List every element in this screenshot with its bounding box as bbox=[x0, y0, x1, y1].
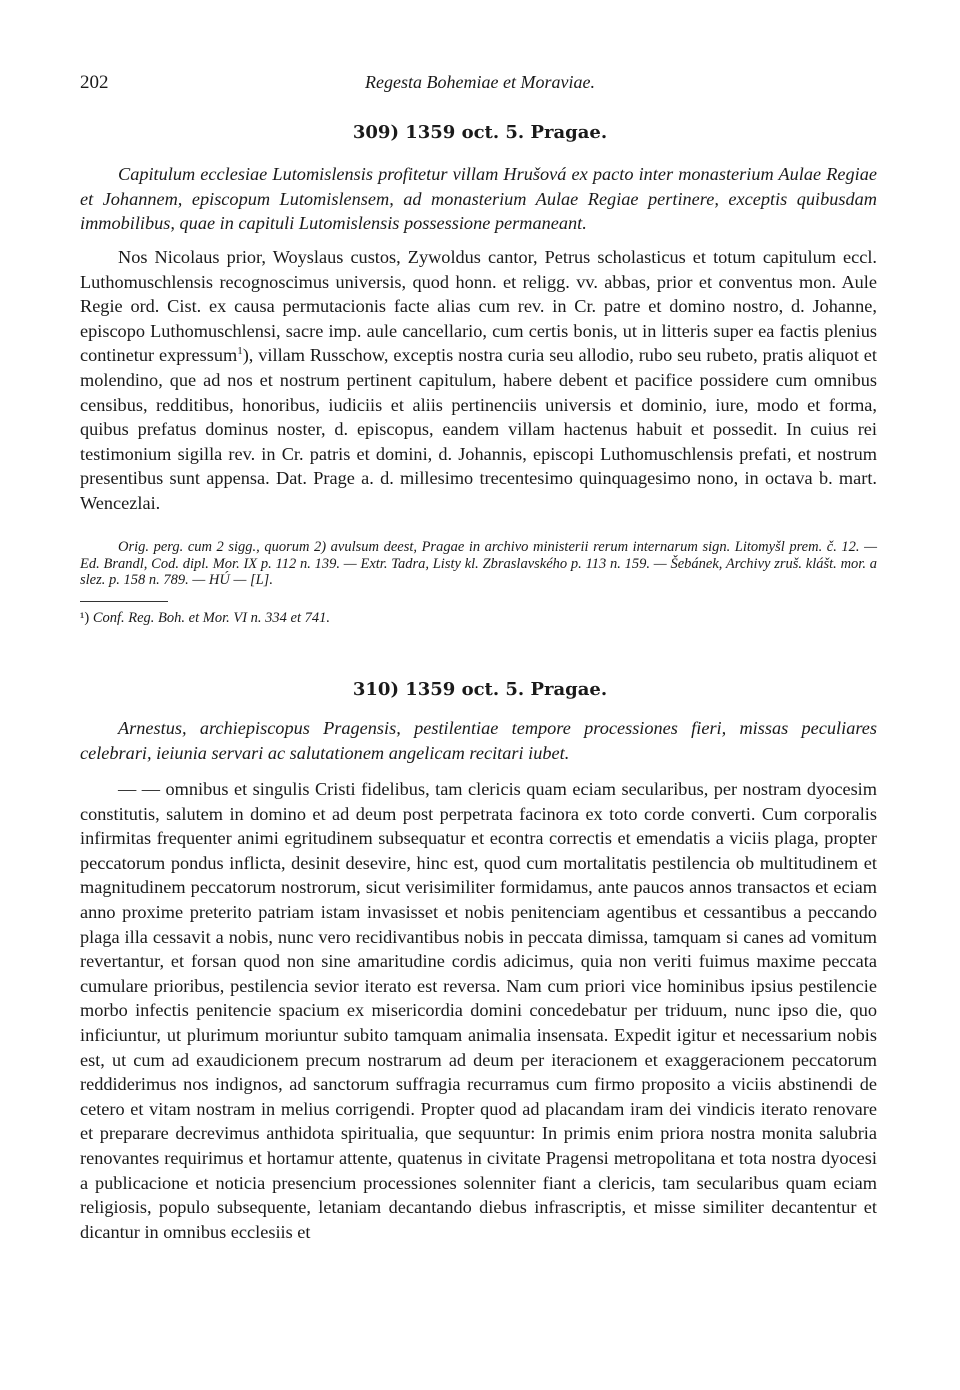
entry-309-source-note: Orig. perg. cum 2 sigg., quorum 2) avulsum deest, Pragae in archivo ministerii rerum internarum sign. Litomyšl prem. č. 12. — Ed. Brandl, Cod. dipl. Mor. IX p. 112 n. 139. — Extr. Tadra, Listy kl. Zbraslavského p. 113 n. 159. — Šebánek, Archivy zruš. klášt. mor. a slez. p. 158 n. 789. — HÚ — [L]. bbox=[80, 539, 877, 589]
entry-310-text: — — omnibus et singulis Cristi fidelibus, tam clericis quam eciam secularibus, per nostram dyocesim constitutis, salutem in domino et ad deum post perpetrata facinora ex toto corde converti. Cum corporalis infirmitas frequenter animi egritudinem subsequatur et econtra correctis et emendatis a viciis plaga, propter peccatorum pondus inflicta, desinit desevire, hinc est, quod cum mortalitatis pestilencia ob multitudinem et magnitudinem peccatorum nostrorum, sicut verisimiliter formidamus, ante paucos annos transactos et eciam anno proxime preterito patriam istam invasisset et nobis penitenciam agentibus et cessantibus a peccando plaga illa cessavit a nobis, nunc vero recidivantibus nobis in peccata dimissa, tamquam si canes ad vomitum revertantur, et forsan quod non sine amaritudine cordis adicimus, quia non veriti fuimus maxime peccata cumulare prioribus, pestilencia sevior iterato est reversa. Nam cum priori vice hominibus ipsius pestilencie morbo infectis penitencie spacium ex misericordia domini concedebatur per triduum, nunc ipso die, quo inficiuntur, ut plurimum moriuntur subito tamquam animalia insensata. Expedit igitur et necessarium nobis est, ut cum ad exaudicionem precum nostrarum ad deum per iteracionem et exaggeracionem peccatorum reddiderimus nos indignos, ad sanctorum suffragia recurramus cum firmo proposito a viciis abstinendi de cetero et vitam nostram in melius corrigendi. Propter quod ad placandam iram dei vindicis iterato renovare et preparare decrevimus anthidota spiritualia, que sequuntur: In primis enim priora nostra monita salubria renovantes requirimus et hortamur attente, quatenus in civitate Pragensi metropolitana et tota nostra dyocesi a publicacione et noticia presencium processiones solenniter fiant a clericis, tam secularibus quam eciam religiosis, populo subsequente, letaniam decantando diebus infrascriptis, et misse similiter decantentur et dicantur in omnibus ecclesiis et bbox=[80, 779, 877, 1242]
footnote bbox=[80, 609, 877, 627]
entry-309-text bbox=[80, 245, 877, 516]
entry-310-regest: Arnestus, archiepiscopus Pragensis, pestilentiae tempore processiones fieri, missas peculiares celebrari, ieiunia servari ac salutationem angelicam recitari iubet. bbox=[80, 718, 877, 763]
entry-310-heading: 310) 1359 oct. 5. Pragae. bbox=[352, 679, 608, 700]
footnote-text: Conf. Reg. Boh. et Mor. VI n. 334 et 741. bbox=[92, 610, 331, 626]
entry-309-heading: 309) 1359 oct. 5. Pragae. bbox=[352, 122, 608, 143]
footnote-reference: 1 bbox=[237, 345, 243, 358]
page-number: 202 bbox=[80, 72, 109, 93]
running-title: Regesta Bohemiae et Moraviae. bbox=[365, 72, 595, 92]
footnote-marker: ¹) bbox=[80, 610, 90, 626]
running-header bbox=[80, 72, 880, 100]
footnote-rule bbox=[80, 601, 168, 602]
entry-309-text-part2: ), villam Russchow, exceptis nostra curia seu allodio, rubo seu rubeto, pratis aliquot et molendino, que ad nos et nostrum pertinent capitulum, habere debent et pacifice possidere cum omnibus censibus, redditibus, honoribus, iudiciis et aliis pertinenciis universis et dominio, iure, modo et forma, quibus prefatus dominus noster, d. episcopus, eandem villam hactenus habuit et possedit. In cuius rei testimonium sigilla rev. in Cr. patris et domini, d. Johannis, episcopi Luthomuschlensis prefati, et nostrum presentibus sunt appensa. Dat. Prage a. d. millesimo trecentesimo quinquagesimo nono, in octava b. mart. Wencezlai. bbox=[80, 345, 877, 513]
entry-309-regest: Capitulum ecclesiae Lutomislensis profitetur villam Hrušová ex pacto inter monasterium Aulae Regiae et Johannem, episcopum Lutomislensem, ad monasterium Aulae Regiae pertinere, exceptis quibusdam immobilibus, quae in capituli Lutomislensis possessione permaneant. bbox=[80, 164, 877, 234]
entry-309-text-part1: Nos Nicolaus prior, Woyslaus custos, Zywoldus cantor, Petrus scholasticus et totum capitulum eccl. Luthomuschlensis recognoscimus universis, quod honn. et religg. vv. abbas, prior et conventus mon. Aule Regie ord. Cist. ex causa permutacionis facte alias cum rev. in Cr. patre et domino nostro, d. Johanne, episcopo Luthomuschlensi, sacre imp. aule cancellario, cum certis bonis, ut in litteris super ea factis plenius continetur expressum bbox=[80, 247, 877, 366]
